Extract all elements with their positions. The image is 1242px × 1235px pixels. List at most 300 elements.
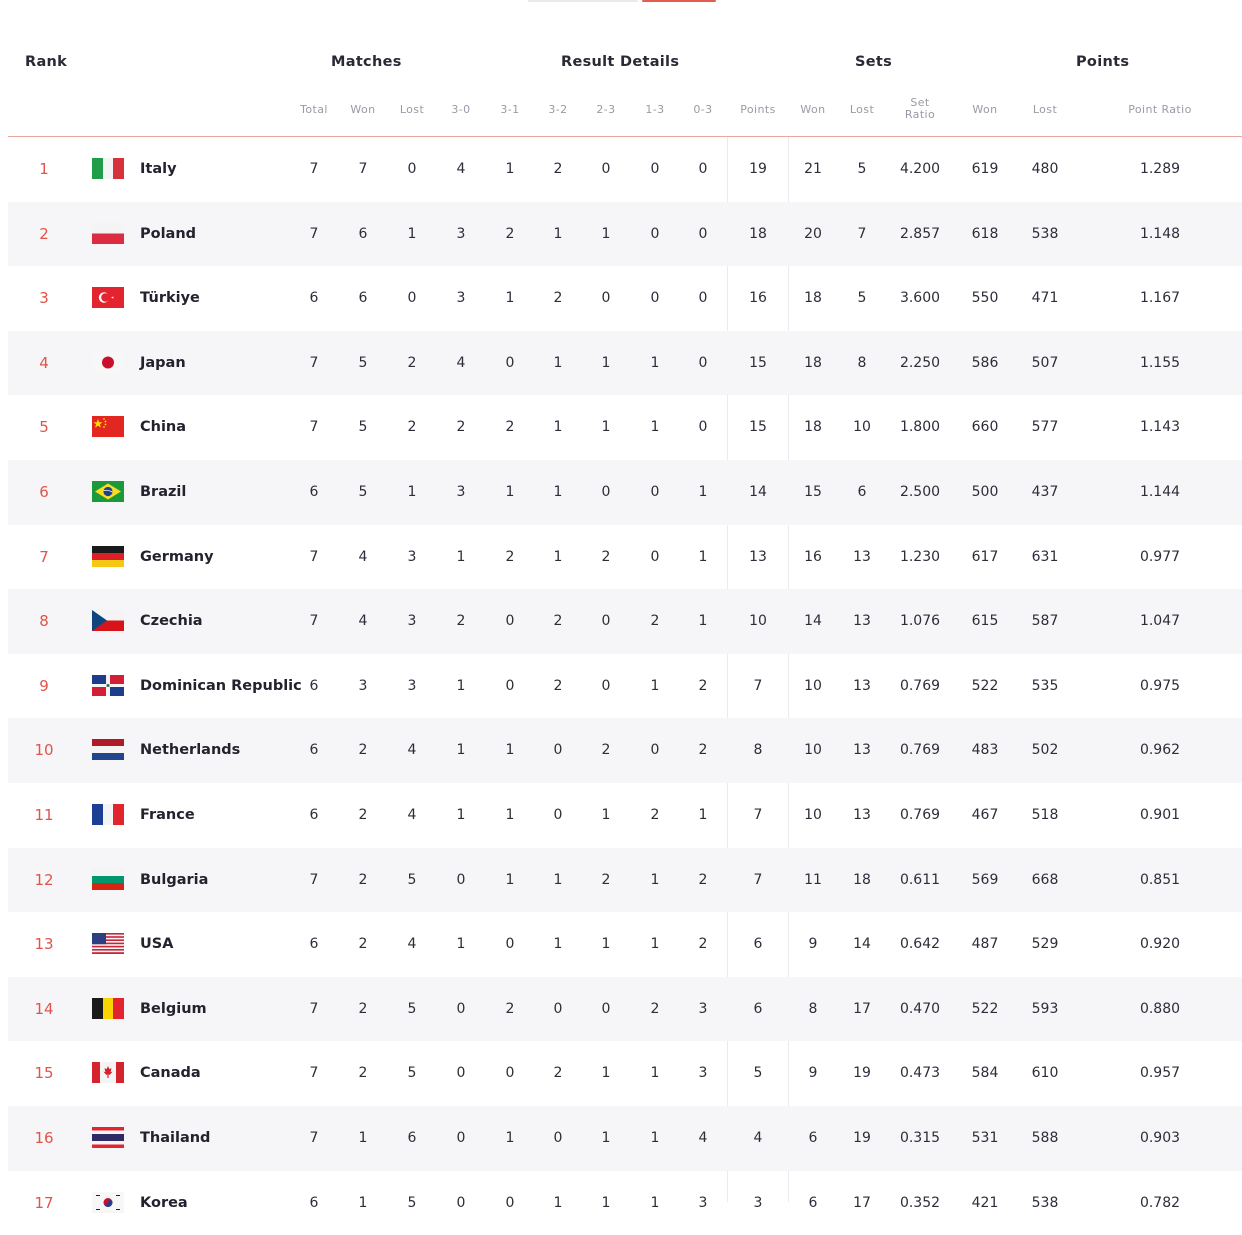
result-3-2-cell: 0 (530, 783, 586, 848)
won-cell: 6 (335, 202, 391, 267)
set-ratio-cell: 2.857 (892, 202, 948, 267)
result-3-1-cell: 1 (482, 783, 538, 848)
point-ratio-cell: 1.167 (1132, 266, 1188, 331)
result-3-0-cell: 1 (433, 718, 489, 783)
lost-cell: 3 (384, 654, 440, 719)
point-ratio-cell: 0.851 (1132, 848, 1188, 913)
result-0-3-cell: 4 (675, 1106, 731, 1171)
won-cell: 2 (335, 1041, 391, 1106)
sets-lost-cell: 19 (834, 1041, 890, 1106)
sets-lost-cell: 5 (834, 137, 890, 202)
points-won-cell: 531 (957, 1106, 1013, 1171)
sets-lost-cell: 13 (834, 783, 890, 848)
team-name[interactable]: Germany (140, 525, 290, 590)
result-2-3-cell: 1 (578, 395, 634, 460)
result-3-1-cell: 0 (482, 331, 538, 396)
rank-cell: 17 (24, 1171, 64, 1235)
lost-cell: 0 (384, 266, 440, 331)
usa-flag-icon (92, 933, 124, 954)
point-ratio-cell: 0.977 (1132, 525, 1188, 590)
lost-cell: 6 (384, 1106, 440, 1171)
brazil-flag-icon (92, 481, 124, 502)
result-3-1-cell: 1 (482, 266, 538, 331)
total-cell: 6 (286, 266, 342, 331)
point-ratio-cell: 0.975 (1132, 654, 1188, 719)
lost-cell: 3 (384, 525, 440, 590)
lost-cell: 4 (384, 783, 440, 848)
result-1-3-cell: 1 (627, 912, 683, 977)
result-1-3-cell: 2 (627, 783, 683, 848)
total-cell: 6 (286, 654, 342, 719)
table-row[interactable] (8, 1106, 1242, 1171)
sets-won-cell: 18 (785, 395, 841, 460)
result-3-1-cell: 1 (482, 1106, 538, 1171)
result-3-2-cell: 2 (530, 1041, 586, 1106)
canada-flag-icon (92, 1062, 124, 1083)
team-name[interactable]: Canada (140, 1041, 290, 1106)
result-2-3-cell: 1 (578, 1106, 634, 1171)
table-row[interactable] (8, 395, 1242, 460)
netherlands-flag-icon (92, 739, 124, 760)
team-name[interactable]: Thailand (140, 1106, 290, 1171)
points-cell: 7 (730, 783, 786, 848)
result-1-3-cell: 2 (627, 589, 683, 654)
result-0-3-cell: 1 (675, 783, 731, 848)
rank-cell: 2 (24, 202, 64, 267)
total-cell: 7 (286, 848, 342, 913)
lost-cell: 5 (384, 848, 440, 913)
won-cell: 7 (335, 137, 391, 202)
china-flag-icon (92, 416, 124, 437)
points-lost-cell: 535 (1017, 654, 1073, 719)
team-name[interactable]: China (140, 395, 290, 460)
total-cell: 7 (286, 137, 342, 202)
result-3-0-cell: 0 (433, 848, 489, 913)
result-3-1-cell: 1 (482, 718, 538, 783)
team-name[interactable]: Türkiye (140, 266, 290, 331)
points-won-cell: 500 (957, 460, 1013, 525)
total-cell: 7 (286, 331, 342, 396)
points-cell: 7 (730, 654, 786, 719)
sub-0-3[interactable]: 0-3 (668, 104, 738, 116)
won-cell: 5 (335, 331, 391, 396)
result-3-2-cell: 1 (530, 331, 586, 396)
points-won-cell: 617 (957, 525, 1013, 590)
result-2-3-cell: 0 (578, 589, 634, 654)
table-row[interactable] (8, 1041, 1242, 1106)
sets-won-cell: 10 (785, 718, 841, 783)
lost-cell: 5 (384, 1041, 440, 1106)
points-lost-cell: 610 (1017, 1041, 1073, 1106)
sets-won-cell: 15 (785, 460, 841, 525)
result-3-2-cell: 1 (530, 1171, 586, 1235)
won-cell: 4 (335, 525, 391, 590)
table-row[interactable] (8, 137, 1242, 202)
sets-won-cell: 21 (785, 137, 841, 202)
result-3-2-cell: 0 (530, 718, 586, 783)
result-3-1-cell: 2 (482, 395, 538, 460)
team-name[interactable]: Dominican Republic (140, 654, 290, 719)
points-won-cell: 421 (957, 1171, 1013, 1235)
sets-won-cell: 8 (785, 977, 841, 1042)
header-points: Points (1076, 54, 1129, 70)
table-row[interactable] (8, 266, 1242, 331)
result-3-0-cell: 4 (433, 331, 489, 396)
team-name[interactable]: Japan (140, 331, 290, 396)
sub-3-1[interactable]: 3-1 (475, 104, 545, 116)
rank-cell: 4 (24, 331, 64, 396)
result-3-2-cell: 2 (530, 266, 586, 331)
result-2-3-cell: 0 (578, 977, 634, 1042)
result-3-2-cell: 2 (530, 137, 586, 202)
team-name[interactable]: Netherlands (140, 718, 290, 783)
won-cell: 5 (335, 460, 391, 525)
won-cell: 2 (335, 718, 391, 783)
result-3-0-cell: 2 (433, 395, 489, 460)
team-name[interactable]: Brazil (140, 460, 290, 525)
sets-lost-cell: 17 (834, 977, 890, 1042)
won-cell: 2 (335, 912, 391, 977)
result-1-3-cell: 2 (627, 977, 683, 1042)
result-1-3-cell: 1 (627, 1106, 683, 1171)
lost-cell: 5 (384, 1171, 440, 1235)
thailand-flag-icon (92, 1127, 124, 1148)
rank-cell: 7 (24, 525, 64, 590)
set-ratio-cell: 3.600 (892, 266, 948, 331)
won-cell: 3 (335, 654, 391, 719)
total-cell: 7 (286, 395, 342, 460)
result-0-3-cell: 3 (675, 1171, 731, 1235)
rank-cell: 12 (24, 848, 64, 913)
result-3-2-cell: 1 (530, 848, 586, 913)
table-row[interactable] (8, 912, 1242, 977)
points-won-cell: 487 (957, 912, 1013, 977)
sets-lost-cell: 13 (834, 718, 890, 783)
turkiye-flag-icon (92, 287, 124, 308)
set-ratio-cell: 0.611 (892, 848, 948, 913)
point-ratio-cell: 0.957 (1132, 1041, 1188, 1106)
won-cell: 2 (335, 848, 391, 913)
result-3-1-cell: 1 (482, 848, 538, 913)
point-ratio-cell: 1.155 (1132, 331, 1188, 396)
point-ratio-cell: 1.047 (1132, 589, 1188, 654)
result-3-2-cell: 2 (530, 589, 586, 654)
won-cell: 2 (335, 977, 391, 1042)
france-flag-icon (92, 804, 124, 825)
result-0-3-cell: 0 (675, 137, 731, 202)
set-ratio-cell: 0.769 (892, 783, 948, 848)
total-cell: 6 (286, 783, 342, 848)
header-sets: Sets (855, 54, 892, 70)
italy-flag-icon (92, 158, 124, 179)
belgium-flag-icon (92, 998, 124, 1019)
sub-won[interactable]: Won (328, 104, 398, 116)
sets-lost-cell: 10 (834, 395, 890, 460)
result-0-3-cell: 2 (675, 848, 731, 913)
point-ratio-cell: 0.962 (1132, 718, 1188, 783)
result-3-0-cell: 0 (433, 977, 489, 1042)
points-cell: 15 (730, 395, 786, 460)
set-ratio-cell: 1.076 (892, 589, 948, 654)
result-3-2-cell: 1 (530, 912, 586, 977)
table-row[interactable] (8, 977, 1242, 1042)
germany-flag-icon (92, 546, 124, 567)
sets-won-cell: 10 (785, 654, 841, 719)
team-name[interactable]: Czechia (140, 589, 290, 654)
sub-sets-won[interactable]: Won (778, 104, 848, 116)
team-name[interactable]: Italy (140, 137, 290, 202)
points-lost-cell: 593 (1017, 977, 1073, 1042)
sets-lost-cell: 7 (834, 202, 890, 267)
table-row[interactable] (8, 331, 1242, 396)
table-row[interactable] (8, 783, 1242, 848)
result-3-1-cell: 2 (482, 202, 538, 267)
header-rank[interactable]: Rank (25, 54, 67, 70)
points-cell: 10 (730, 589, 786, 654)
sub-2-3[interactable]: 2-3 (571, 104, 641, 116)
point-ratio-cell: 0.782 (1132, 1171, 1188, 1235)
sets-won-cell: 20 (785, 202, 841, 267)
set-ratio-cell: 0.642 (892, 912, 948, 977)
points-lost-cell: 588 (1017, 1106, 1073, 1171)
points-lost-cell: 538 (1017, 202, 1073, 267)
points-lost-cell: 518 (1017, 783, 1073, 848)
points-won-cell: 615 (957, 589, 1013, 654)
points-won-cell: 660 (957, 395, 1013, 460)
sub-points-lost[interactable]: Lost (1010, 104, 1080, 116)
points-lost-cell: 668 (1017, 848, 1073, 913)
result-2-3-cell: 0 (578, 266, 634, 331)
sets-won-cell: 6 (785, 1106, 841, 1171)
won-cell: 1 (335, 1106, 391, 1171)
result-3-0-cell: 1 (433, 783, 489, 848)
set-ratio-cell: 0.769 (892, 654, 948, 719)
sub-total[interactable]: Total (279, 104, 349, 116)
total-cell: 6 (286, 1171, 342, 1235)
total-cell: 7 (286, 202, 342, 267)
total-cell: 6 (286, 460, 342, 525)
set-ratio-cell: 2.250 (892, 331, 948, 396)
table-row[interactable] (8, 202, 1242, 267)
sets-won-cell: 11 (785, 848, 841, 913)
result-3-0-cell: 3 (433, 460, 489, 525)
result-3-2-cell: 0 (530, 1106, 586, 1171)
total-cell: 7 (286, 977, 342, 1042)
point-ratio-cell: 1.148 (1132, 202, 1188, 267)
result-3-0-cell: 1 (433, 525, 489, 590)
result-2-3-cell: 0 (578, 654, 634, 719)
sub-points[interactable]: Points (723, 104, 793, 116)
team-name[interactable]: Belgium (140, 977, 290, 1042)
team-name[interactable]: France (140, 783, 290, 848)
lost-cell: 4 (384, 718, 440, 783)
rank-cell: 8 (24, 589, 64, 654)
tab-active[interactable] (642, 0, 716, 2)
result-2-3-cell: 2 (578, 848, 634, 913)
result-0-3-cell: 0 (675, 331, 731, 396)
sub-sets-lost[interactable]: Lost (827, 104, 897, 116)
point-ratio-cell: 1.289 (1132, 137, 1188, 202)
sets-lost-cell: 17 (834, 1171, 890, 1235)
result-0-3-cell: 2 (675, 654, 731, 719)
result-3-0-cell: 2 (433, 589, 489, 654)
points-lost-cell: 437 (1017, 460, 1073, 525)
japan-flag-icon (92, 352, 124, 373)
points-won-cell: 550 (957, 266, 1013, 331)
result-3-2-cell: 2 (530, 654, 586, 719)
result-1-3-cell: 1 (627, 395, 683, 460)
result-1-3-cell: 0 (627, 266, 683, 331)
team-name[interactable]: USA (140, 912, 290, 977)
sets-lost-cell: 14 (834, 912, 890, 977)
sets-won-cell: 6 (785, 1171, 841, 1235)
result-3-2-cell: 1 (530, 395, 586, 460)
sets-won-cell: 9 (785, 1041, 841, 1106)
sub-lost[interactable]: Lost (377, 104, 447, 116)
sets-lost-cell: 6 (834, 460, 890, 525)
set-ratio-cell: 0.315 (892, 1106, 948, 1171)
point-ratio-cell: 0.901 (1132, 783, 1188, 848)
rank-cell: 16 (24, 1106, 64, 1171)
total-cell: 6 (286, 912, 342, 977)
points-cell: 8 (730, 718, 786, 783)
result-3-2-cell: 0 (530, 977, 586, 1042)
table-row[interactable] (8, 589, 1242, 654)
points-lost-cell: 507 (1017, 331, 1073, 396)
sets-lost-cell: 5 (834, 266, 890, 331)
result-2-3-cell: 1 (578, 912, 634, 977)
points-lost-cell: 502 (1017, 718, 1073, 783)
poland-flag-icon (92, 223, 124, 244)
lost-cell: 0 (384, 137, 440, 202)
set-ratio-cell: 0.470 (892, 977, 948, 1042)
points-lost-cell: 577 (1017, 395, 1073, 460)
result-0-3-cell: 1 (675, 525, 731, 590)
set-ratio-cell: 0.769 (892, 718, 948, 783)
result-2-3-cell: 2 (578, 718, 634, 783)
sets-lost-cell: 13 (834, 589, 890, 654)
sub-3-0[interactable]: 3-0 (426, 104, 496, 116)
result-1-3-cell: 1 (627, 331, 683, 396)
result-2-3-cell: 0 (578, 137, 634, 202)
point-ratio-cell: 1.143 (1132, 395, 1188, 460)
sets-won-cell: 9 (785, 912, 841, 977)
sets-won-cell: 10 (785, 783, 841, 848)
table-row[interactable] (8, 525, 1242, 590)
sub-set-ratio[interactable]: Set Ratio (900, 97, 940, 121)
lost-cell: 1 (384, 460, 440, 525)
result-2-3-cell: 1 (578, 1171, 634, 1235)
team-name[interactable]: Korea (140, 1171, 290, 1235)
point-ratio-cell: 0.880 (1132, 977, 1188, 1042)
lost-cell: 2 (384, 395, 440, 460)
result-3-0-cell: 3 (433, 202, 489, 267)
rank-cell: 5 (24, 395, 64, 460)
set-ratio-cell: 1.800 (892, 395, 948, 460)
result-3-0-cell: 0 (433, 1041, 489, 1106)
rank-cell: 14 (24, 977, 64, 1042)
result-3-1-cell: 2 (482, 977, 538, 1042)
table-row[interactable] (8, 1171, 1242, 1235)
result-3-1-cell: 0 (482, 1171, 538, 1235)
rank-cell: 13 (24, 912, 64, 977)
result-0-3-cell: 3 (675, 1041, 731, 1106)
result-3-2-cell: 1 (530, 525, 586, 590)
result-2-3-cell: 1 (578, 331, 634, 396)
result-3-0-cell: 0 (433, 1106, 489, 1171)
tab-previous[interactable] (528, 0, 638, 2)
total-cell: 6 (286, 718, 342, 783)
points-lost-cell: 529 (1017, 912, 1073, 977)
team-name[interactable]: Bulgaria (140, 848, 290, 913)
result-3-0-cell: 1 (433, 912, 489, 977)
table-row[interactable] (8, 654, 1242, 719)
points-lost-cell: 631 (1017, 525, 1073, 590)
result-3-2-cell: 1 (530, 202, 586, 267)
result-3-1-cell: 1 (482, 460, 538, 525)
result-2-3-cell: 1 (578, 202, 634, 267)
result-0-3-cell: 0 (675, 395, 731, 460)
points-cell: 18 (730, 202, 786, 267)
points-cell: 3 (730, 1171, 786, 1235)
result-3-0-cell: 1 (433, 654, 489, 719)
lost-cell: 3 (384, 589, 440, 654)
lost-cell: 1 (384, 202, 440, 267)
sets-won-cell: 18 (785, 331, 841, 396)
result-3-1-cell: 0 (482, 912, 538, 977)
points-cell: 14 (730, 460, 786, 525)
result-1-3-cell: 1 (627, 1171, 683, 1235)
points-won-cell: 584 (957, 1041, 1013, 1106)
set-ratio-cell: 0.473 (892, 1041, 948, 1106)
won-cell: 1 (335, 1171, 391, 1235)
points-won-cell: 569 (957, 848, 1013, 913)
result-3-0-cell: 3 (433, 266, 489, 331)
table-row[interactable] (8, 848, 1242, 913)
czechia-flag-icon (92, 610, 124, 631)
points-cell: 6 (730, 912, 786, 977)
result-0-3-cell: 1 (675, 460, 731, 525)
points-won-cell: 483 (957, 718, 1013, 783)
rank-cell: 3 (24, 266, 64, 331)
sets-lost-cell: 13 (834, 525, 890, 590)
result-0-3-cell: 2 (675, 912, 731, 977)
sub-point-ratio[interactable]: Point Ratio (1125, 104, 1195, 116)
lost-cell: 5 (384, 977, 440, 1042)
result-2-3-cell: 1 (578, 1041, 634, 1106)
sub-points-won[interactable]: Won (950, 104, 1020, 116)
won-cell: 4 (335, 589, 391, 654)
result-0-3-cell: 2 (675, 718, 731, 783)
header-matches: Matches (331, 54, 402, 70)
won-cell: 5 (335, 395, 391, 460)
result-1-3-cell: 1 (627, 654, 683, 719)
points-cell: 7 (730, 848, 786, 913)
sub-1-3[interactable]: 1-3 (620, 104, 690, 116)
table-row[interactable] (8, 718, 1242, 783)
set-ratio-cell: 2.500 (892, 460, 948, 525)
points-won-cell: 467 (957, 783, 1013, 848)
sub-3-2[interactable]: 3-2 (523, 104, 593, 116)
rank-cell: 10 (24, 718, 64, 783)
sets-lost-cell: 18 (834, 848, 890, 913)
result-0-3-cell: 0 (675, 266, 731, 331)
team-name[interactable]: Poland (140, 202, 290, 267)
points-won-cell: 586 (957, 331, 1013, 396)
table-row[interactable] (8, 460, 1242, 525)
points-cell: 16 (730, 266, 786, 331)
points-won-cell: 619 (957, 137, 1013, 202)
